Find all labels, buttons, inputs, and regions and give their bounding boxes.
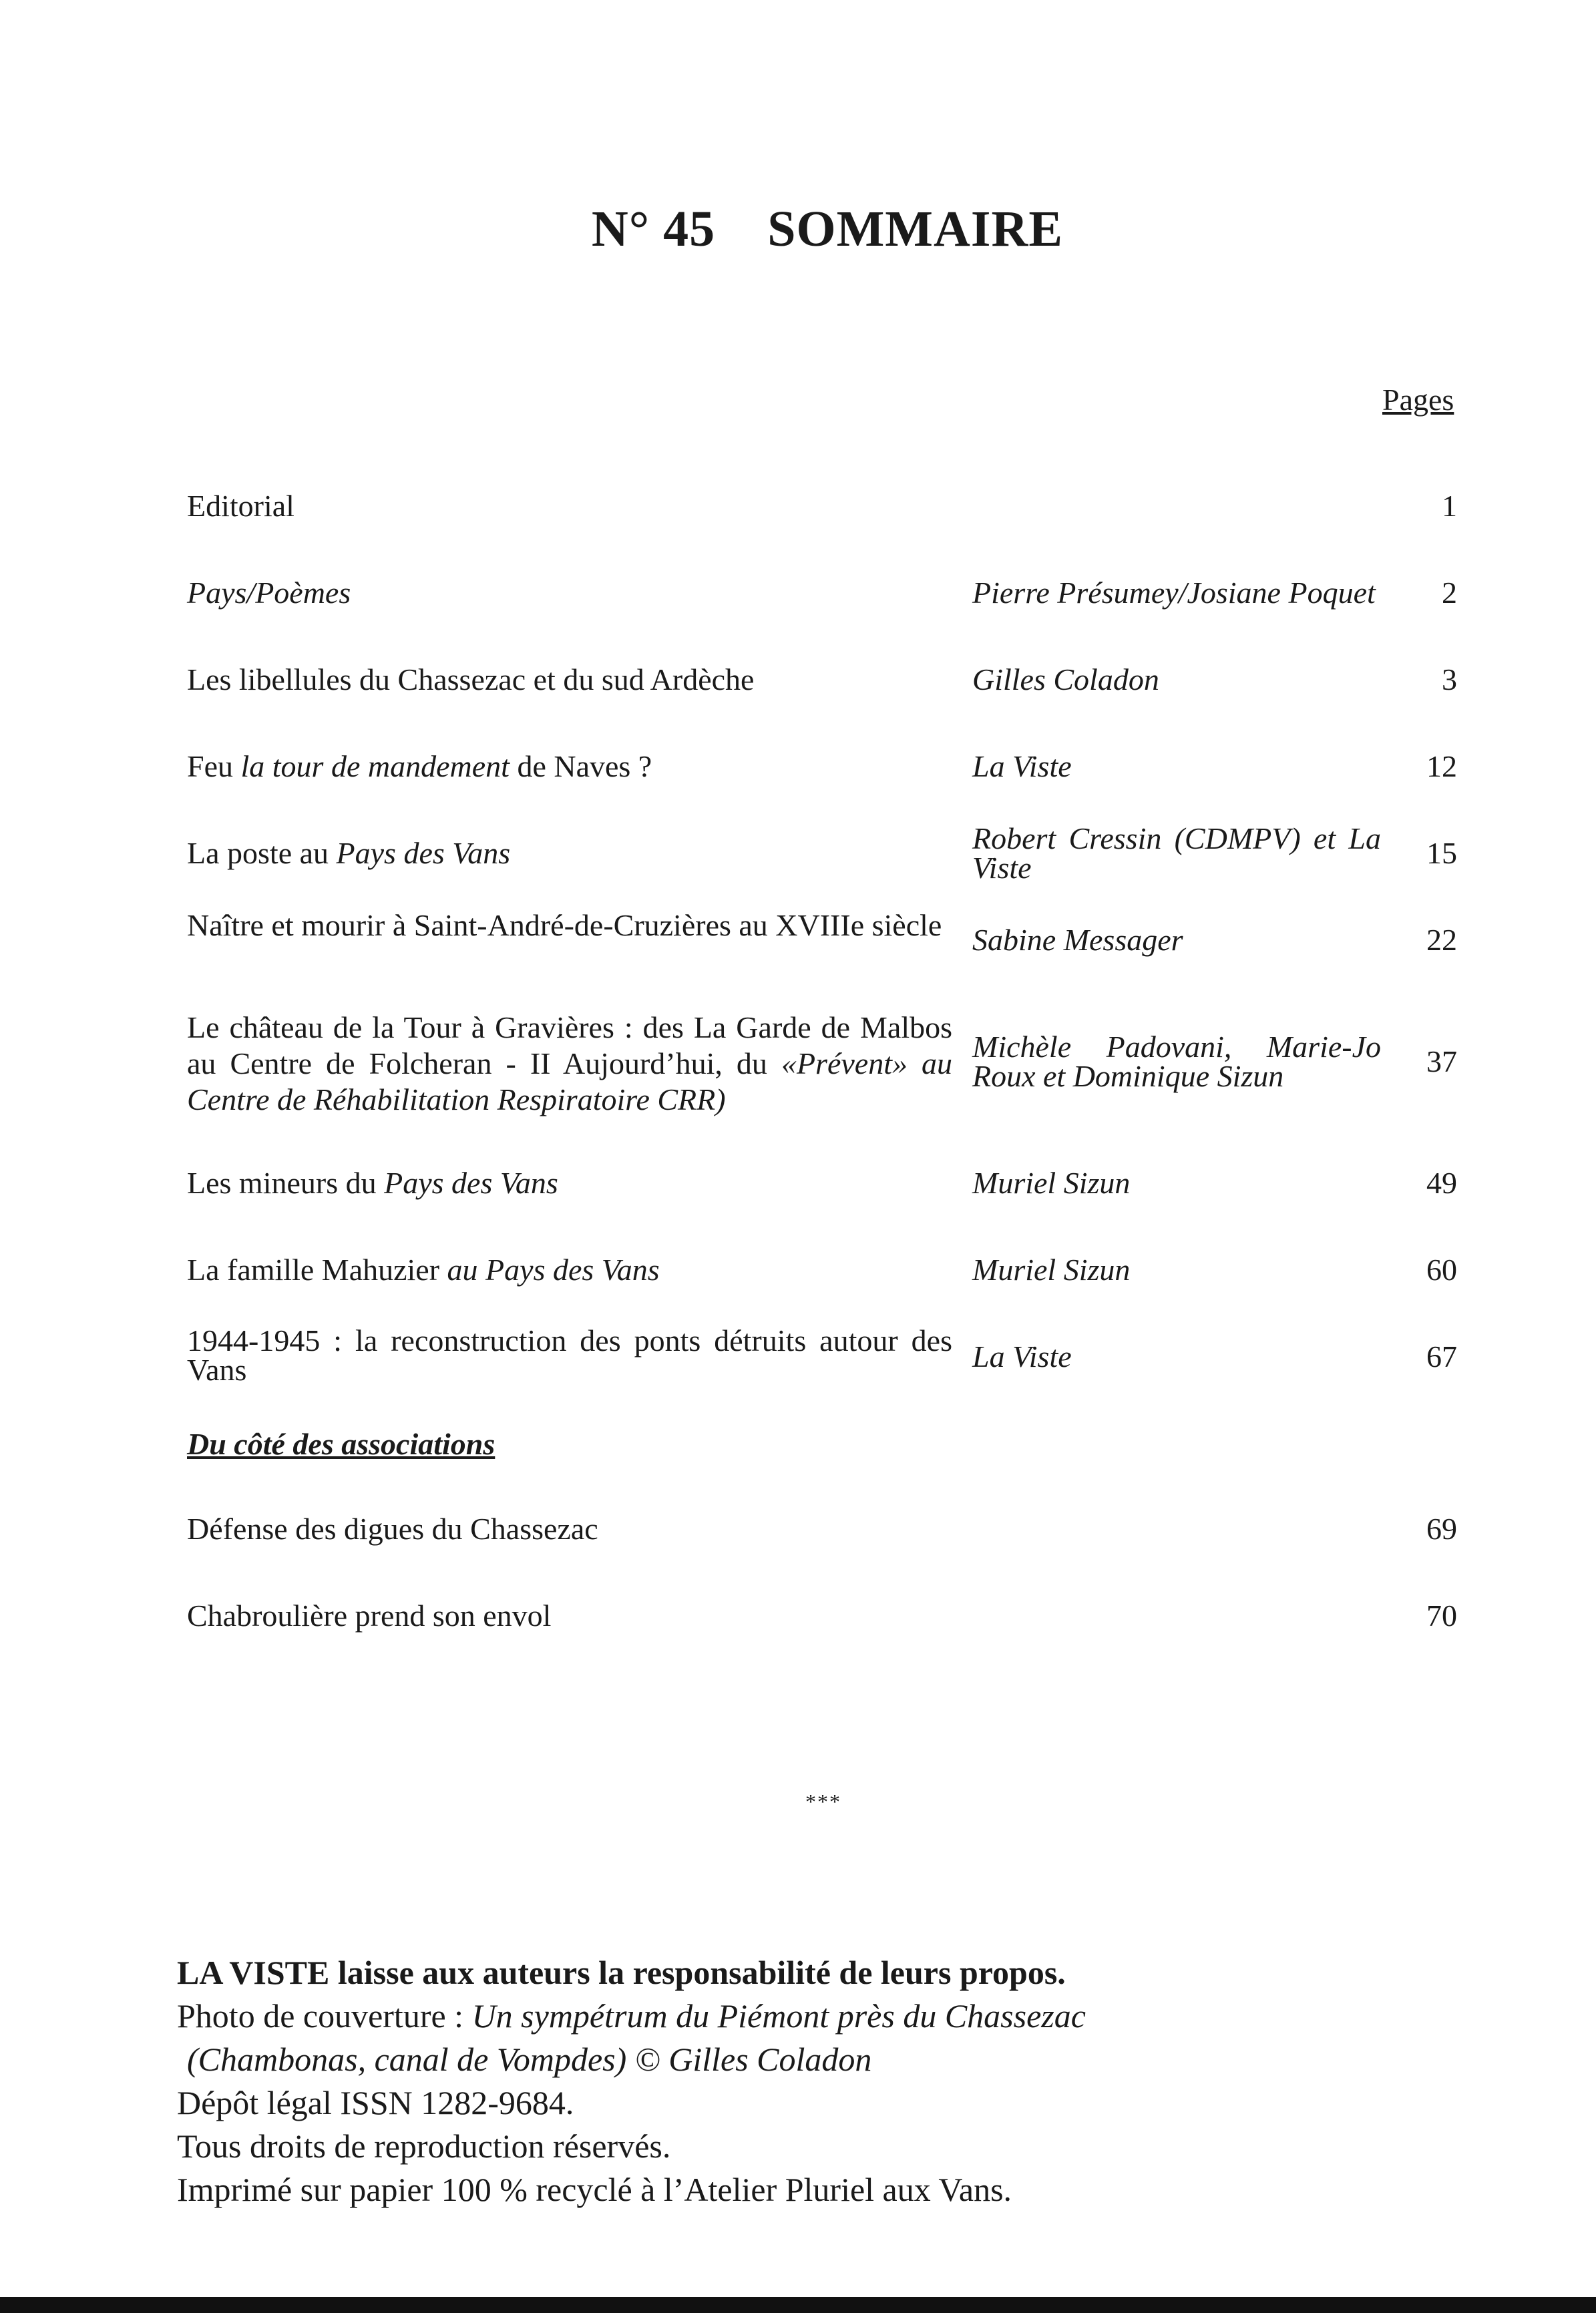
- toc-author: La Viste: [972, 749, 1072, 783]
- toc-page: 22: [1426, 923, 1457, 957]
- toc-author: Michèle Padovani, Marie-Jo Roux et Dominique Sizun: [972, 1030, 1381, 1093]
- summary-heading: SOMMAIRE: [767, 201, 1064, 257]
- toc-title: Feu la tour de mandement de Naves ?: [187, 749, 652, 783]
- toc-page: 12: [1426, 749, 1457, 783]
- toc-title: Les libellules du Chassezac et du sud Ardèche: [187, 662, 755, 696]
- toc-title: La famille Mahuzier au Pays des Vans: [187, 1253, 660, 1287]
- toc-page: 1: [1442, 489, 1457, 523]
- toc-page: 2: [1442, 576, 1457, 610]
- toc-title: 1944-1945 : la reconstruction des ponts détruits autour des Vans: [187, 1323, 952, 1387]
- association-page: 69: [1426, 1512, 1457, 1546]
- toc-page: 60: [1426, 1253, 1457, 1287]
- toc-page: 67: [1426, 1339, 1457, 1374]
- toc-title: Editorial: [187, 489, 294, 523]
- toc-title: La poste au Pays des Vans: [187, 836, 511, 870]
- toc-author: Sabine Messager: [972, 923, 1183, 957]
- association-page: 70: [1426, 1599, 1457, 1633]
- toc-title: Le château de la Tour à Gravières : des La Garde de Malbos au Centre de Folcheran - II Aujourd’hui, du «Prévent» au Centre de Réhabilitation Respiratoire CRR): [187, 1010, 952, 1116]
- toc-title: Les mineurs du Pays des Vans: [187, 1166, 558, 1200]
- colophon-responsibility: LA VISTE laisse aux auteurs la responsabilité de leurs propos.: [177, 1954, 1066, 1991]
- association-title: Chabroulière prend son envol: [187, 1599, 552, 1633]
- colophon-printer: Imprimé sur papier 100 % recyclé à l’Atelier Pluriel aux Vans.: [177, 2171, 1012, 2208]
- separator-stars: ***: [805, 1790, 841, 1814]
- toc-page: 3: [1442, 662, 1457, 696]
- pages-column-header: Pages: [1382, 383, 1454, 417]
- toc-page: 49: [1426, 1166, 1457, 1200]
- page-title: [0, 200, 1596, 258]
- toc-page: 15: [1426, 836, 1457, 870]
- colophon: [177, 1951, 1086, 2212]
- toc-author: Muriel Sizun: [972, 1253, 1131, 1287]
- page-bottom-edge: [0, 2297, 1596, 2313]
- colophon-rights: Tous droits de reproduction réservés.: [177, 2127, 671, 2165]
- toc-author: Muriel Sizun: [972, 1166, 1131, 1200]
- toc-page: 37: [1426, 1044, 1457, 1078]
- toc-author: Robert Cressin (CDMPV) et La Viste: [972, 821, 1381, 885]
- issue-number: N° 45: [591, 201, 716, 257]
- toc-title: Naître et mourir à Saint-André-de-Cruzières au XVIIIe siècle: [187, 908, 942, 942]
- association-title: Défense des digues du Chassezac: [187, 1512, 598, 1546]
- toc-title: Pays/Poèmes: [187, 576, 351, 610]
- toc-author: Gilles Coladon: [972, 662, 1159, 696]
- colophon-legal-deposit: Dépôt légal ISSN 1282-9684.: [177, 2084, 574, 2121]
- toc-author: La Viste: [972, 1339, 1072, 1374]
- colophon-cover-credit: (Chambonas, canal de Vompdes) © Gilles Coladon: [187, 2041, 872, 2078]
- colophon-cover-photo: Photo de couverture : Un sympétrum du Piémont près du Chassezac: [177, 1997, 1086, 2035]
- toc-author: Pierre Présumey/Josiane Poquet: [972, 576, 1376, 610]
- associations-section-heading: Du côté des associations: [187, 1427, 495, 1461]
